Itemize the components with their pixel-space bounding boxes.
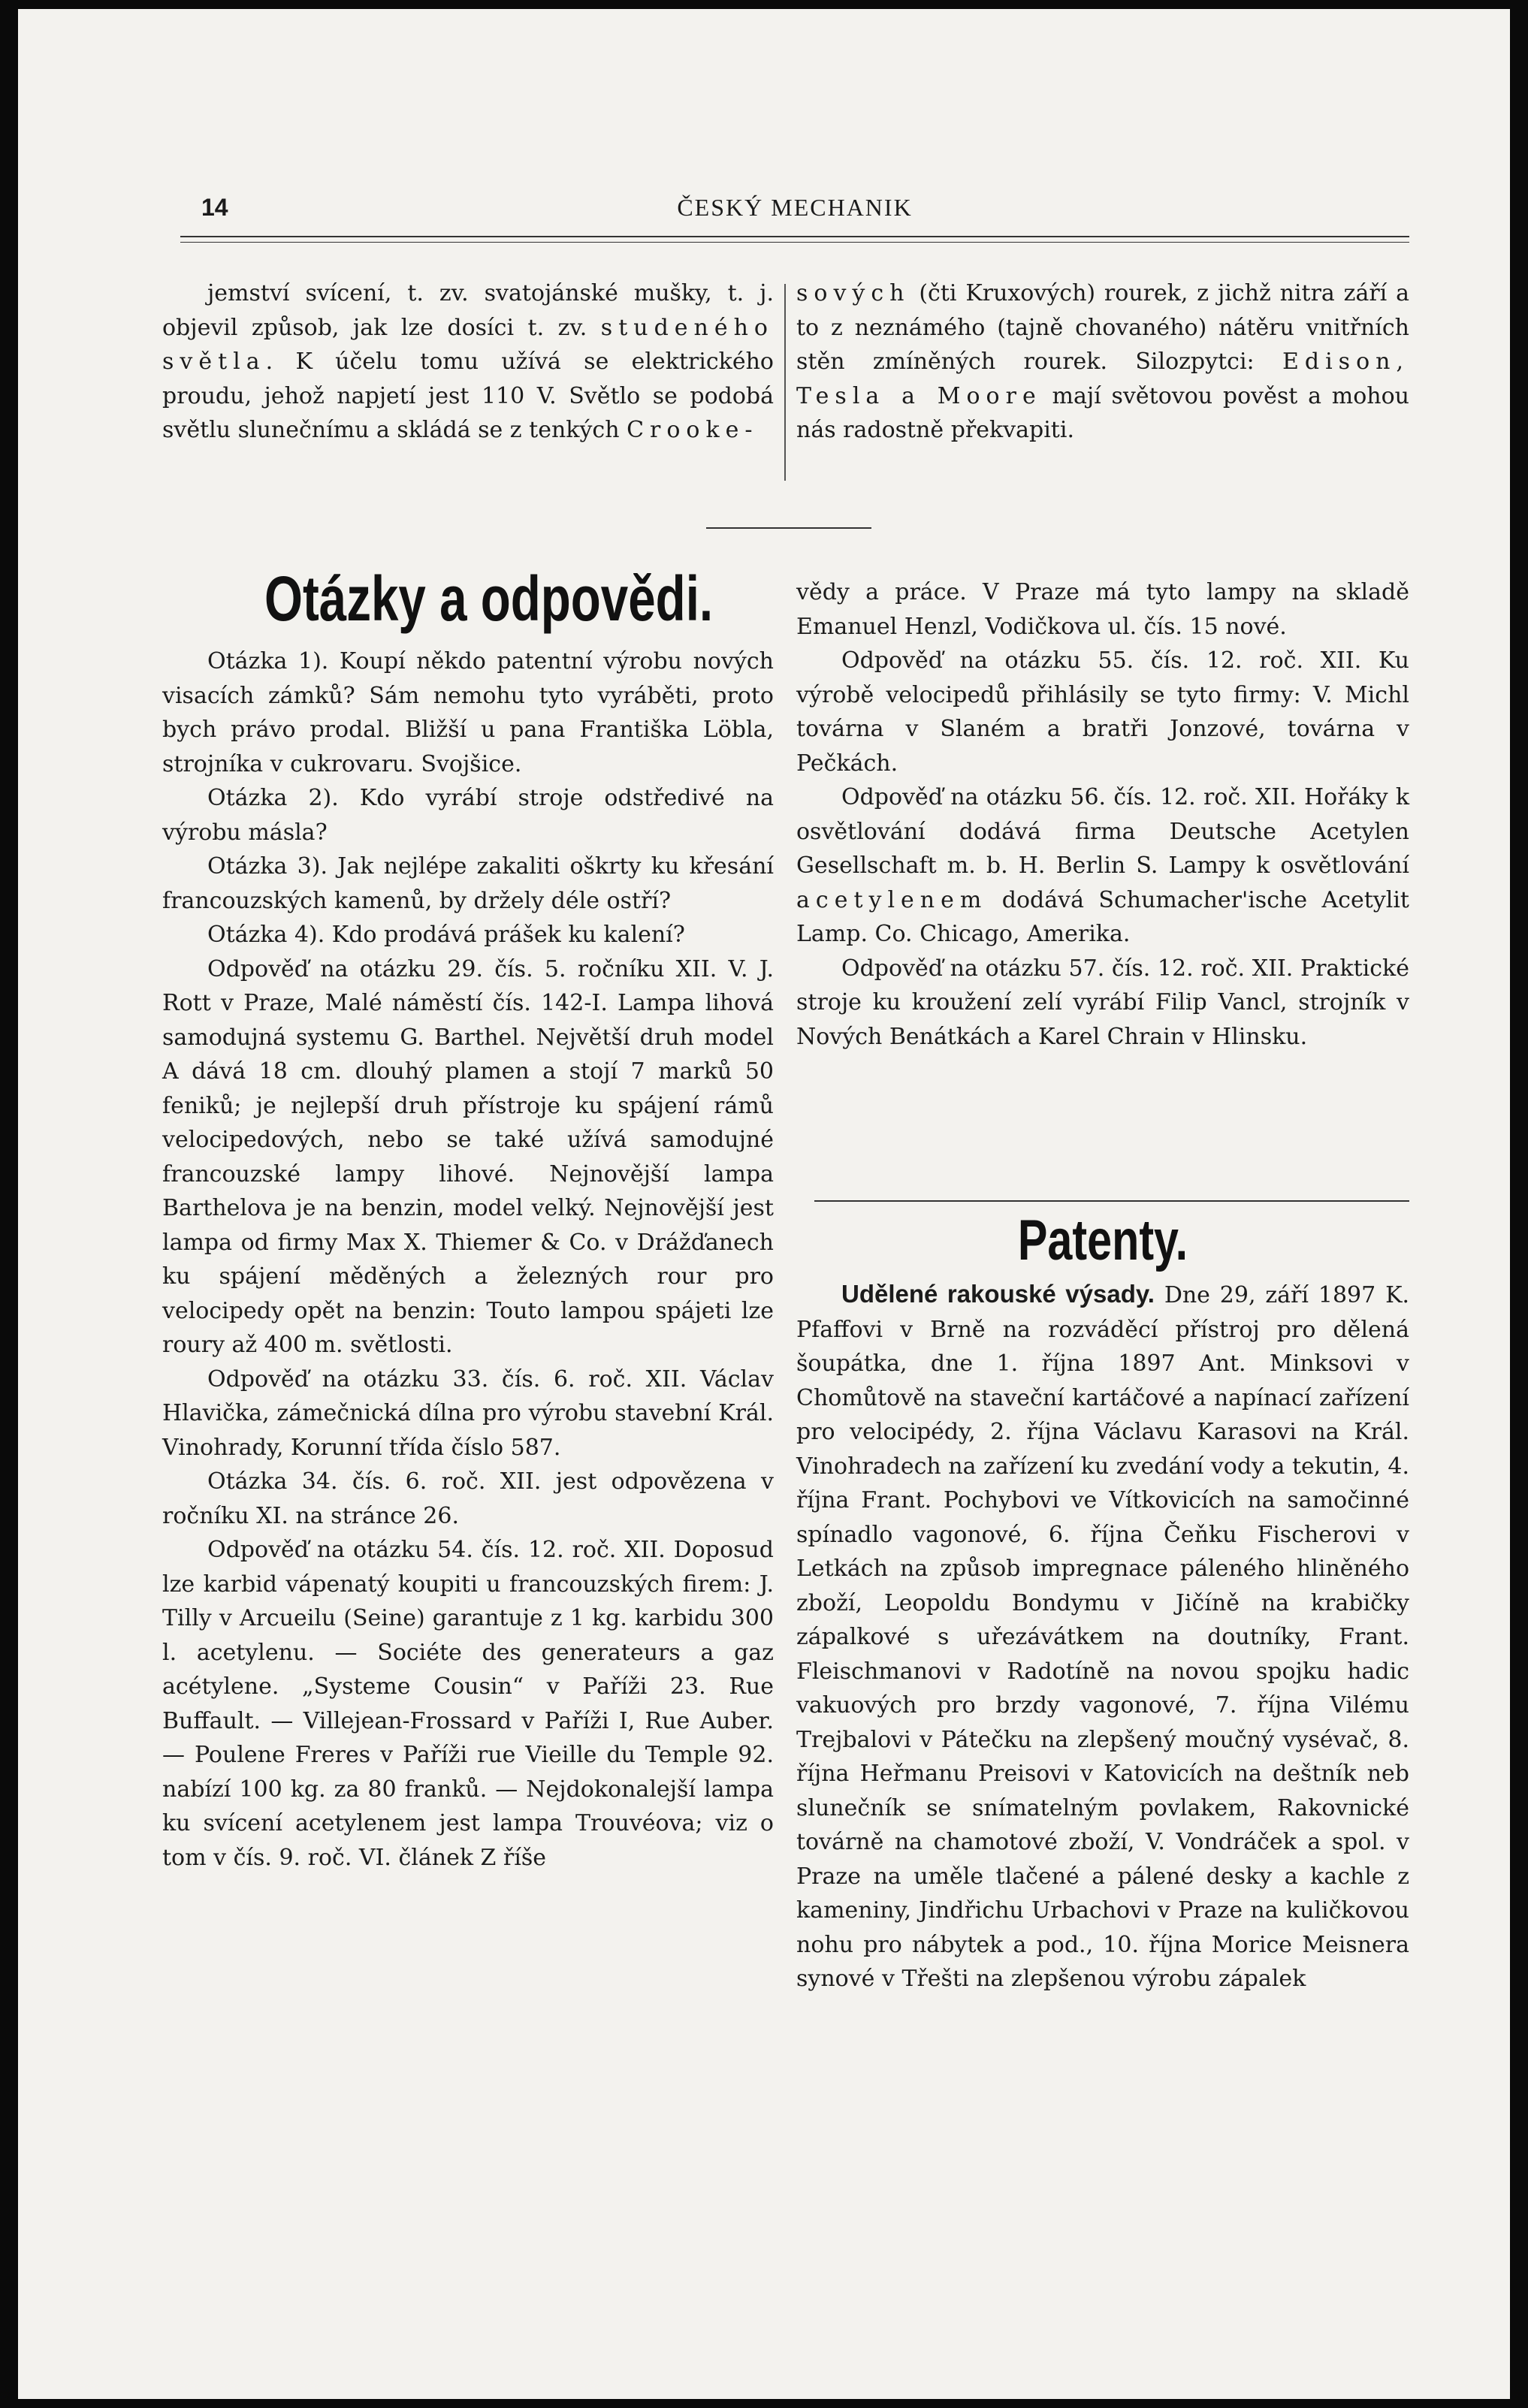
page-header [180, 192, 1409, 230]
text-run: dodává Schumacher'ische Acetylit Lamp. Co. Chicago, Amerika. [796, 886, 1409, 947]
emphasis-text: sových [796, 280, 910, 306]
paragraph: Odpověď na otázku 29. čís. 5. ročníku XII. V. J. Rott v Praze, Malé náměstí čís. 142-I. Lampa lihová samodujná systemu G. Barthel. Největší druh model A dává 18 cm. dlouhý plamen a stojí 7 marků 50 feniků; je nejlepší druh přístroje ku spájení rámů velocipedových, nebo se také užívá samodujné francouzské lampy lihové. Nejnovější lampa Barthelova je na benzin, model velký. Nejnovější jest lampa od firmy Max X. Thiemer & Co. v Drážďanech ku spájení měděných a železných rour pro velocipedy opět na benzin: Touto lampou spájeti lze roury až 400 m. světlosti. [162, 955, 774, 1358]
patents-subheading: Udělené rakouské výsady. [841, 1280, 1155, 1308]
text-run: . K účelu tomu užívá se elektrického proudu, jehož napjetí jest 110 V. Světlo se podobá světlu slunečnímu a skládá se z tenkých [162, 349, 774, 443]
text-run: jemství svícení, t. zv. svatojánské mušky, t. j. objevil způsob, jak lze dosíci t. zv. [162, 280, 774, 341]
paragraph: Odpověď na otázku 57. čís. 12. roč. XII. Praktické stroje ku kroužení zelí vyrábí Filip Vancl, strojník v Nových Benátkách a Karel Chrain v Hlinsku. [796, 955, 1409, 1050]
answers-column [796, 575, 1409, 1054]
paragraph: Otázka 34. čís. 6. roč. XII. jest odpovězena v ročníku XI. na stránce 26. [162, 1468, 774, 1529]
emphasis-text: Edison, Tesla a Moore [796, 349, 1409, 409]
paragraph: vědy a práce. V Praze má tyto lampy na skladě Emanuel Henzl, Vodičkova ul. čís. 15 nové. [796, 579, 1409, 640]
top-left-text [162, 276, 774, 448]
page-number: 14 [201, 194, 228, 221]
paragraph: Odpověď na otázku 33. čís. 6. roč. XII. Václav Hlavička, zámečnická dílna pro výrobu stavební Král. Vinohrady, Korunní třída číslo 587. [162, 1365, 774, 1461]
paragraph: Otázka 2). Kdo vyrábí stroje odstředivé na výrobu másla? [162, 785, 774, 846]
column-separator [784, 284, 786, 481]
top-right-text [796, 276, 1409, 448]
paragraph: Otázka 1). Koupí někdo patentní výrobu nových visacích zámků? Sám nemohu tyto vyráběti, proto bych právo prodal. Bližší u pana Františka Löbla, strojníka v cukrovaru. Svojšice. [162, 648, 774, 777]
patents-text: Dne 29, září 1897 K. Pfaffovi v Brně na rozváděcí přístroj pro dělená šoupátka, dne 1. října 1897 Ant. Minksovi v Chomůtově na staveční kartáčové a napínací zařízení pro velocipédy, 2. října Václavu Karasovi na Král. Vinohradech na zařízení ku zvedání vody a tekutin, 4. října Frant. Pochybovi ve Vítkovicích na samočinné spínadlo vagonové, 6. října Čeňku Fischerovi v Letkách na způsob impregnace páleného hliněného zboží, Leopoldu Bondymu v Jičíně na krabičky zápalkové s uřezávátkem na doutníky, Frant. Fleischmanovi v Radotíně na novou spojku hadic vakuových pro brzdy vagonové, 7. října Vilému Trejbalovi v Pátečku na zlepšený moučný vysévač, 8. října Heřmanu Preisovi v Katovicích na deštník neb slunečník se snímatelným povlakem, Rakovnické továrně na chamotové zboží, V. Vondráček a spol. v Praze na uměle tlačené a pálené desky a kachle z kameniny, Jindřichu Urbachovi v Praze na kuličkovou nohu pro nábytek a pod., 10. října Morice Meisnera synové v Třešti na zlepšenou výrobu zápalek [796, 1282, 1410, 1992]
paragraph: Odpověď na otázku 55. čís. 12. roč. XII. Ku výrobě velocipedů přihlásily se tyto firmy: V. Michl továrna v Slaném a bratři Jonzové, továrna v Pečkách. [796, 647, 1409, 777]
emphasis-text: studeného světla [162, 314, 774, 375]
patents-divider [814, 1200, 1409, 1202]
emphasis-text: acetylenem [796, 886, 988, 913]
qa-column [162, 644, 774, 1875]
text-run: mají světovou pověst a mohou nás radostně překvapiti. [796, 382, 1409, 443]
paragraph: Odpověď na otázku 54. čís. 12. roč. XII. Doposud lze karbid vápenatý koupiti u francouzských firem: J. Tilly v Arcueilu (Seine) garantuje z 1 kg. karbidu 300 l. acetylenu. — Sociéte des generateurs a gaz acétylene. „Systeme Cousin“ v Paříži 23. Rue Buffault. — Villejean-Frossard v Paříži I, Rue Auber. — Poulene Freres v Paříži rue Vieille du Temple 92. nabízí 100 kg. za 80 franků. — Nejdokonalejší lampa ku svícení acetylenem jest lampa Trouvéova; viz o tom v čís. 9. roč. VI. článek Z říše [162, 1537, 774, 1871]
running-title: ČESKÝ MECHANIK [677, 194, 913, 221]
section-heading-patents: Patenty. [1017, 1209, 1188, 1272]
header-rule-thin [180, 242, 1409, 243]
paragraph: Otázka 3). Jak nejlépe zakaliti oškrty ku křesání francouzských kamenů, by držely déle ostří? [162, 853, 774, 914]
section-divider [706, 527, 871, 529]
emphasis-text: Crooke- [627, 417, 759, 443]
patents-column [796, 1277, 1409, 1996]
paragraph: Otázka 4). Kdo prodává prášek ku kalení? [207, 922, 685, 948]
text-run: (čti Kruxových) rourek, z jichž nitra září a to z neznámého (tajně chovaného) nátěru vnitřních stěn zmíněných rourek. Silozpytci: [796, 280, 1409, 375]
header-rule [180, 236, 1409, 237]
section-heading-qa: Otázky a odpovědi. [264, 563, 714, 634]
text-run: Odpověď na otázku 56. čís. 12. roč. XII. Hořáky k osvětlování dodává firma Deutsche Acetylen Gesellschaft m. b. H. Berlin S. Lampy k osvětlování [796, 784, 1409, 879]
